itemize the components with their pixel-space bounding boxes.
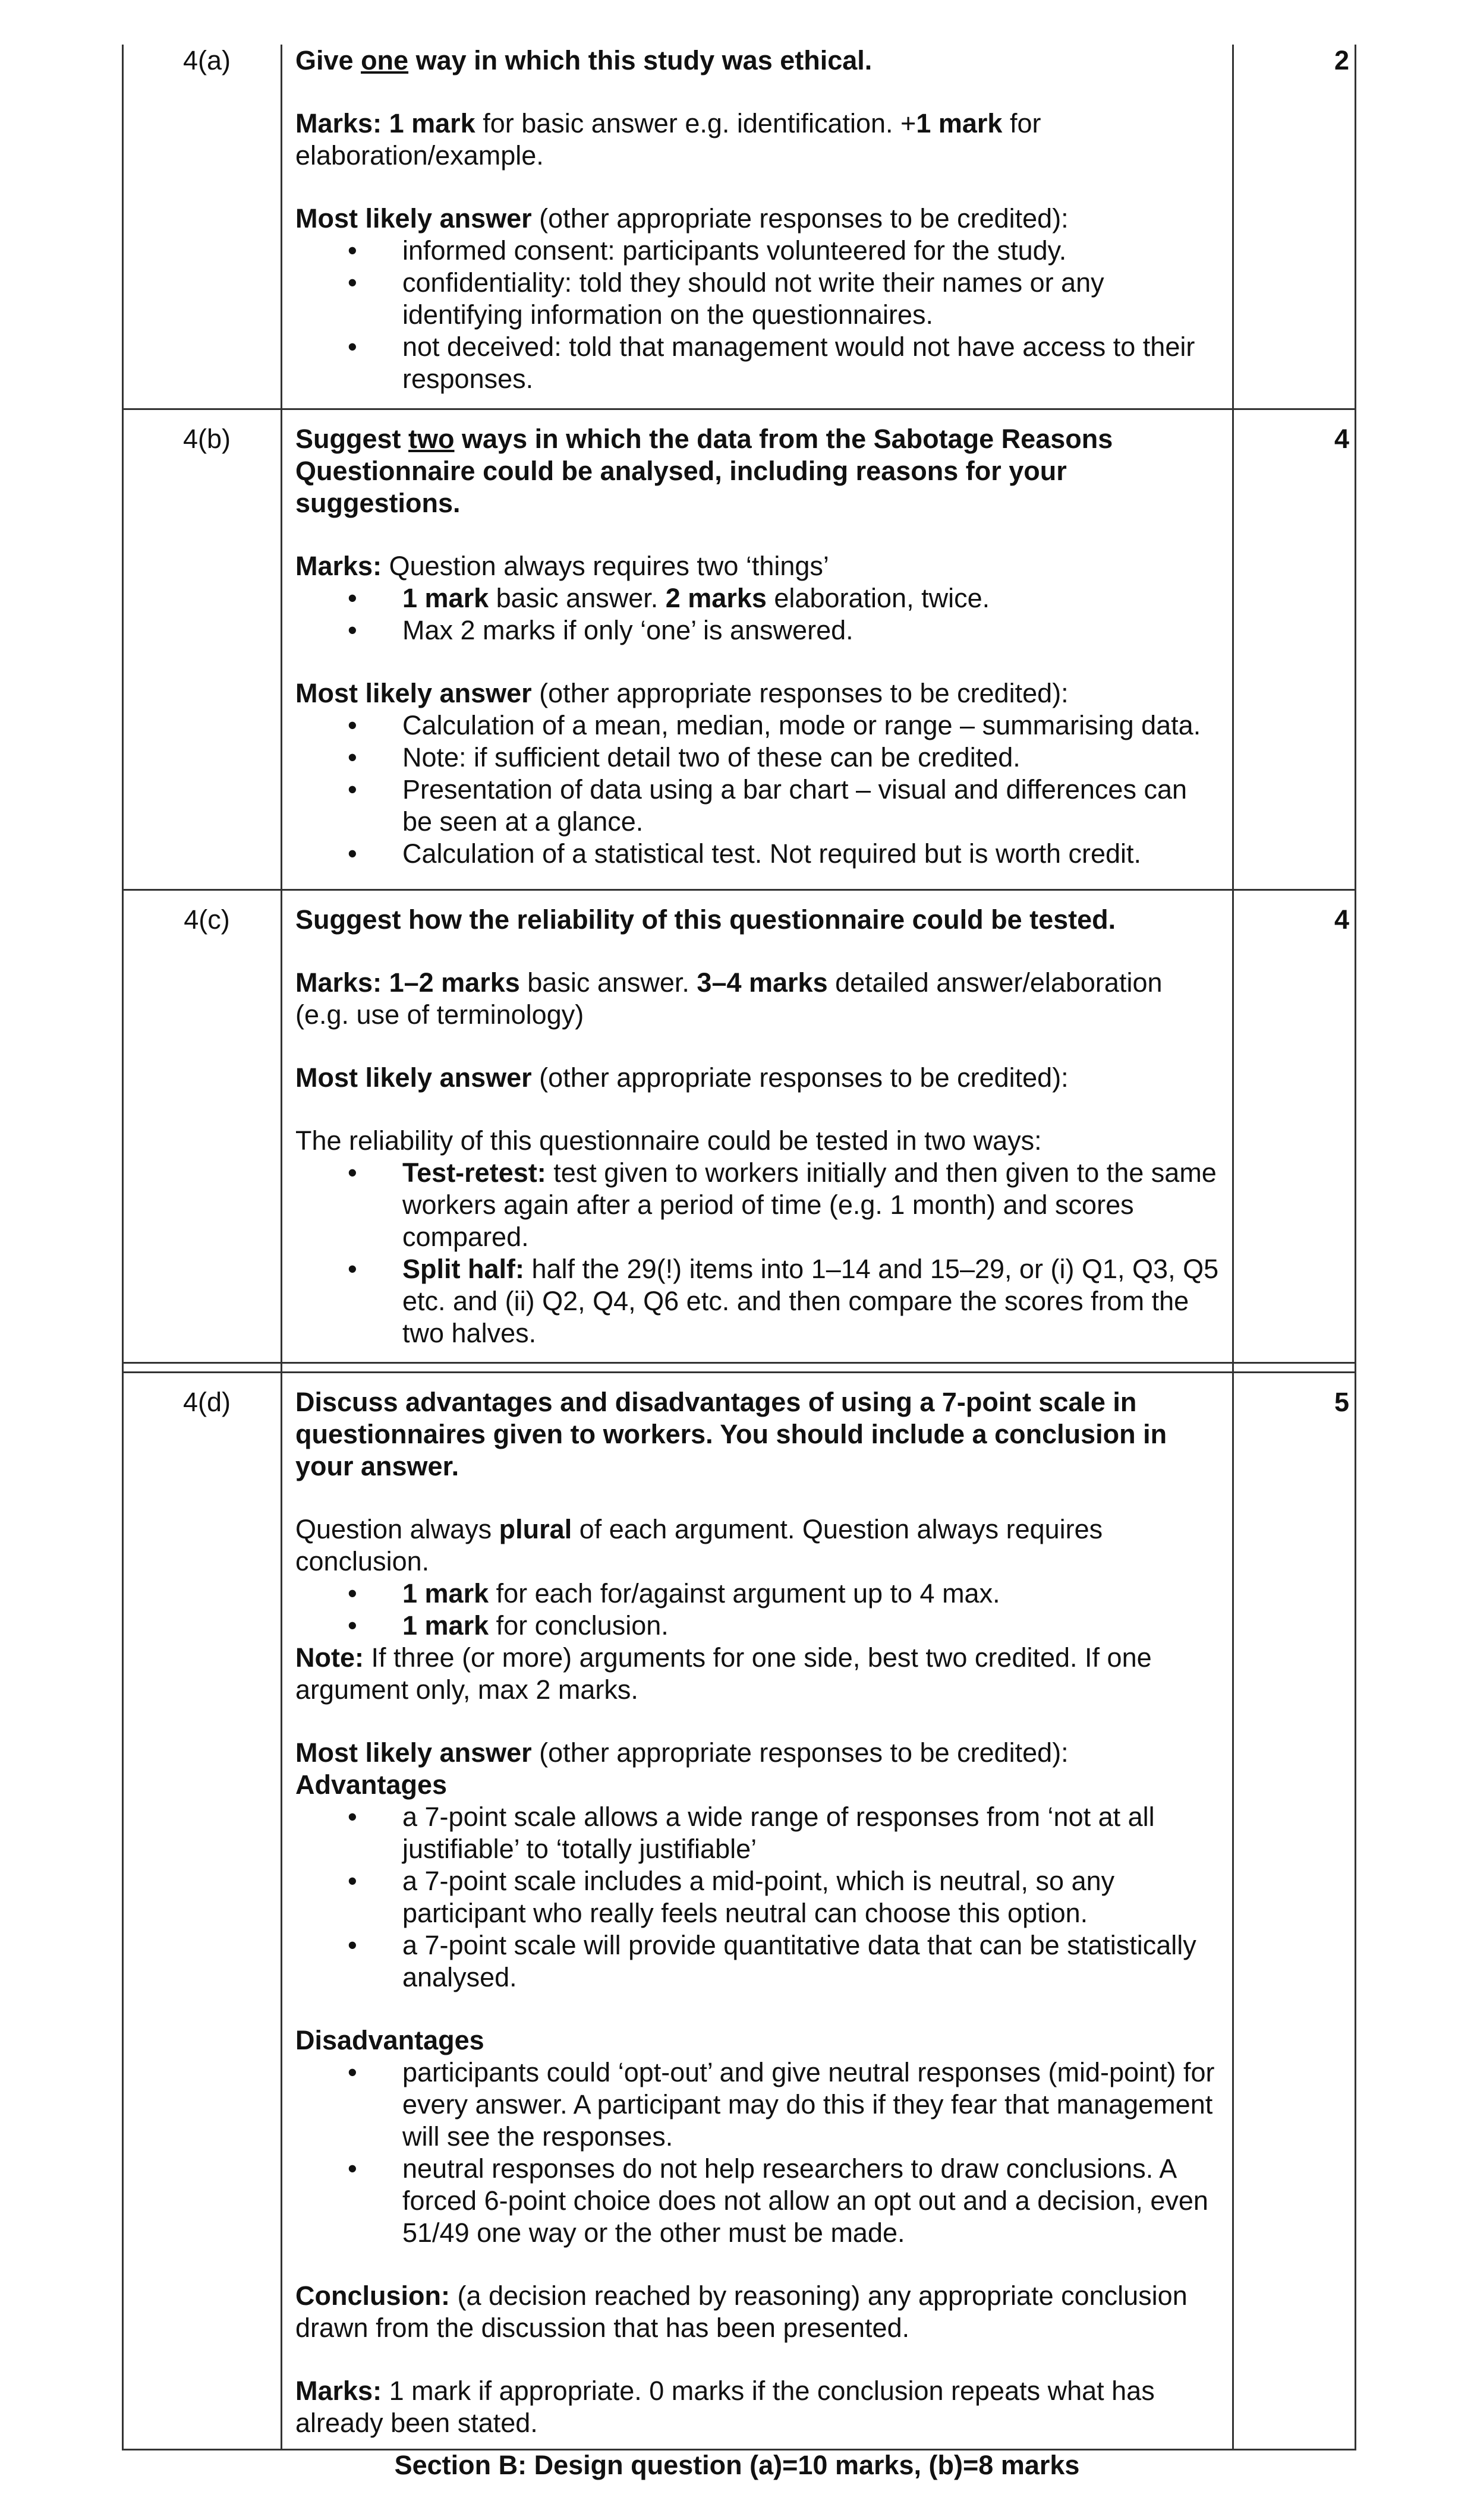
max-marks: 4	[1334, 424, 1349, 454]
marks-note: Marks: 1–2 marks basic answer. 3–4 marks detailed answer/elaboration (e.g. use of terminology)	[295, 967, 1163, 1030]
answer-guidance	[295, 423, 1223, 870]
answer-guidance	[295, 904, 1223, 1349]
marks-list	[295, 1578, 1223, 1642]
answer-intro: The reliability of this questionnaire could be tested in two ways:	[295, 1125, 1042, 1156]
advantages-list	[295, 1801, 1223, 1994]
final-marks-note: Marks: 1 mark if appropriate. 0 marks if the conclusion repeats what has already been stated.	[295, 2376, 1155, 2438]
advantages-heading: Advantages	[295, 1770, 448, 1800]
list-item: • Split half: half the 29(!) items into 1–14 and 15–29, or (i) Q1, Q3, Q5 etc. and (ii) Q2, Q4, Q6 etc. and then compare the scores from the two halves.	[295, 1253, 1223, 1349]
most-likely-answer: Most likely answer (other appropriate responses to be credited):	[295, 1062, 1069, 1093]
most-likely-answer: Most likely answer (other appropriate responses to be credited):	[295, 203, 1069, 234]
most-likely-answer: Most likely answer (other appropriate responses to be credited):	[295, 678, 1069, 708]
list-item: • Test-retest: test given to workers initially and then given to the same workers again after a period of time (e.g. 1 month) and scores compared.	[295, 1157, 1223, 1253]
table-border-left	[122, 45, 124, 2450]
table-divider-marks	[1232, 45, 1234, 2450]
list-item: • Calculation of a mean, median, mode or range – summarising data.	[295, 709, 1223, 742]
question-heading: Suggest how the reliability of this questionnaire could be tested.	[295, 904, 1116, 935]
list-item: • a 7-point scale includes a mid-point, which is neutral, so any participant who really feels neutral can choose this option.	[295, 1865, 1223, 1929]
marks-note: Marks: Question always requires two ‘things’	[295, 551, 829, 581]
list-item: • participants could ‘opt-out’ and give neutral responses (mid-point) for every answer. A participant may do this if they fear that management will see the responses.	[295, 2057, 1223, 2153]
most-likely-answer: Most likely answer (other appropriate responses to be credited):	[295, 1737, 1069, 1768]
section-footer: Section B: Design question (a)=10 marks, (b)=8 marks	[394, 2450, 1080, 2480]
list-item: • Presentation of data using a bar chart – visual and differences can be seen at a glance.	[295, 774, 1223, 838]
question-number: 4(a)	[182, 45, 231, 75]
list-item: • Note: if sufficient detail two of these can be credited.	[295, 742, 1223, 774]
list-item: • Calculation of a statistical test. Not required but is worth credit.	[295, 838, 1223, 870]
row-divider	[122, 1371, 1356, 1373]
list-item: • a 7-point scale will provide quantitative data that can be statistically analysed.	[295, 1929, 1223, 1994]
list-item: • 1 mark basic answer. 2 marks elaboration, twice.	[295, 582, 1223, 614]
answer-guidance	[295, 45, 1223, 395]
table-border-right	[1355, 45, 1356, 2450]
row-divider	[122, 889, 1356, 891]
note: Note: If three (or more) arguments for one side, best two credited. If one argument only, max 2 marks.	[295, 1642, 1152, 1705]
max-marks: 4	[1334, 904, 1349, 935]
conclusion-note: Conclusion: (a decision reached by reasoning) any appropriate conclusion drawn from the discussion that has been presented.	[295, 2281, 1188, 2343]
marks-note: Marks: 1 mark for basic answer e.g. identification. +1 mark for elaboration/example.	[295, 108, 1041, 171]
row-divider	[122, 408, 1356, 410]
disadvantages-list	[295, 2057, 1223, 2249]
list-item: • Max 2 marks if only ‘one’ is answered.	[295, 614, 1223, 646]
question-heading: Give one way in which this study was ethical.	[295, 45, 873, 75]
list-item: • neutral responses do not help researchers to draw conclusions. A forced 6-point choice does not allow an opt out and a decision, even 51/49 one way or the other must be made.	[295, 2153, 1223, 2249]
row-divider	[122, 1362, 1356, 1364]
list-item: • not deceived: told that management would not have access to their responses.	[295, 331, 1223, 395]
list-item: • informed consent: participants volunteered for the study.	[295, 235, 1223, 267]
question-heading: Suggest two ways in which the data from the Sabotage Reasons Questionnaire could be analysed, including reasons for your suggestions.	[295, 424, 1113, 518]
question-heading: Discuss advantages and disadvantages of using a 7-point scale in questionnaires given to workers. You should include a conclusion in your answer.	[295, 1387, 1167, 1481]
question-number: 4(b)	[182, 424, 231, 454]
answer-guidance	[295, 1386, 1223, 2439]
list-item: • 1 mark for conclusion.	[295, 1610, 1223, 1642]
question-number: 4(d)	[182, 1387, 231, 1417]
table-divider-question	[281, 45, 282, 2450]
list-item: • 1 mark for each for/against argument up to 4 max.	[295, 1578, 1223, 1610]
question-number: 4(c)	[184, 904, 230, 935]
max-marks: 5	[1334, 1387, 1349, 1417]
marks-list	[295, 582, 1223, 646]
answer-list	[295, 709, 1223, 870]
list-item: • confidentiality: told they should not write their names or any identifying information on the questionnaires.	[295, 267, 1223, 331]
answer-list	[295, 1157, 1223, 1349]
requirement-note: Question always plural of each argument. Question always requires conclusion.	[295, 1514, 1103, 1576]
disadvantages-heading: Disadvantages	[295, 2025, 484, 2055]
list-item: • a 7-point scale allows a wide range of responses from ‘not at all justifiable’ to ‘totally justifiable’	[295, 1801, 1223, 1865]
max-marks: 2	[1334, 45, 1349, 75]
answer-list	[295, 235, 1223, 395]
